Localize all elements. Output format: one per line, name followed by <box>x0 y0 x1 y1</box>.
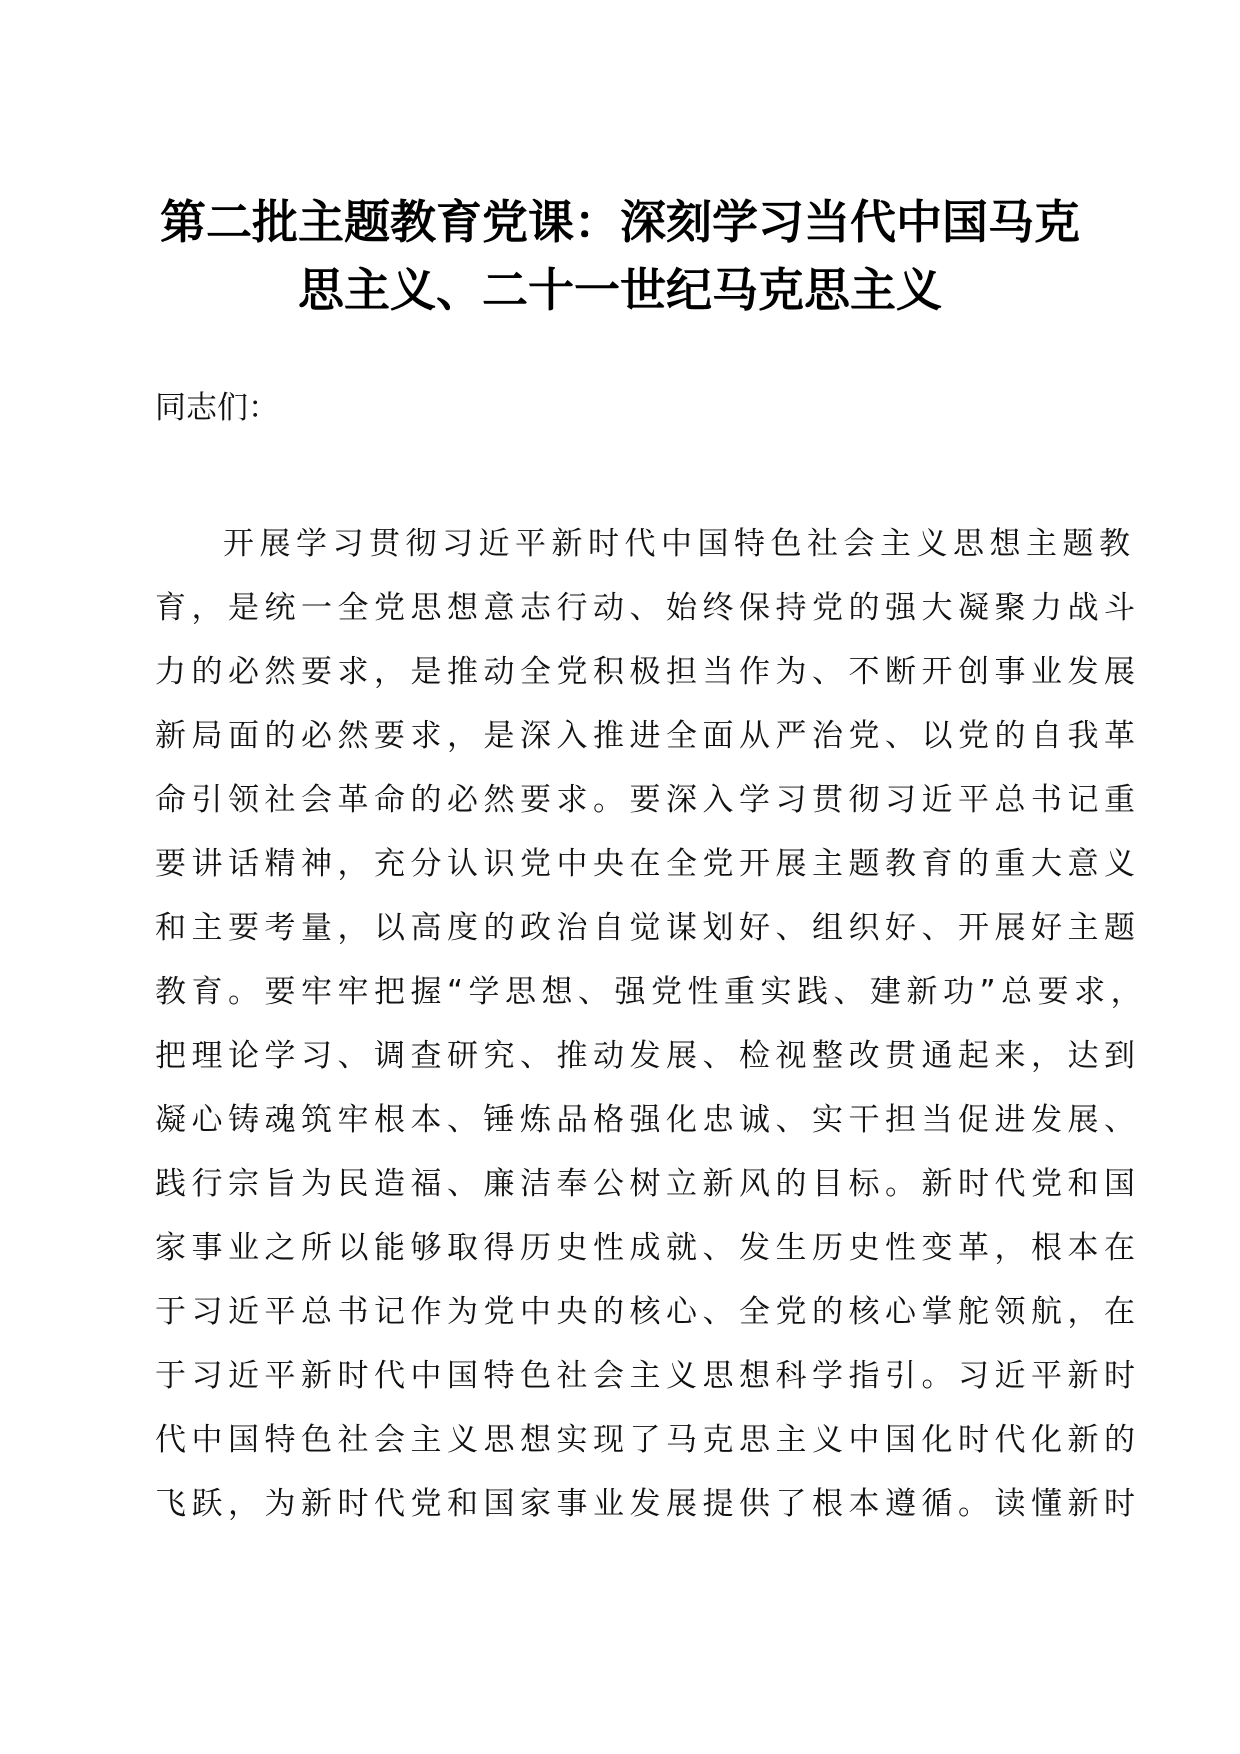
body-line: 于习近平新时代中国特色社会主义思想科学指引。习近平新时 <box>155 1358 1141 1394</box>
body-line: 践行宗旨为民造福、廉洁奉公树立新风的目标。新时代党和国 <box>155 1166 1141 1202</box>
body-line: 要讲话精神，充分认识党中央在全党开展主题教育的重大意义 <box>155 846 1141 882</box>
body-line: 家事业之所以能够取得历史性成就、发生历史性变革，根本在 <box>155 1230 1141 1266</box>
body-line: 代中国特色社会主义思想实现了马克思主义中国化时代化新的 <box>155 1422 1141 1458</box>
body-line: 育，是统一全党思想意志行动、始终保持党的强大凝聚力战斗 <box>155 590 1141 626</box>
document-title <box>150 188 1090 324</box>
title-line: 第二批主题教育党课：深刻学习当代中国马克 <box>160 195 1080 249</box>
body-line: 教育。要牢牢把握“学思想、强党性重实践、建新功”总要求， <box>155 974 1148 1010</box>
body-line: 开展学习贯彻习近平新时代中国特色社会主义思想主题教 <box>223 526 1136 562</box>
body-paragraph <box>155 512 1148 1536</box>
body-line: 和主要考量，以高度的政治自觉谋划好、组织好、开展好主题 <box>155 910 1141 946</box>
body-line: 命引领社会革命的必然要求。要深入学习贯彻习近平总书记重 <box>155 782 1141 818</box>
body-line: 把理论学习、调查研究、推动发展、检视整改贯通起来，达到 <box>155 1038 1141 1074</box>
salutation: 同志们： <box>155 390 279 426</box>
body-line: 凝心铸魂筑牢根本、锤炼品格强化忠诚、实干担当促进发展、 <box>155 1102 1141 1138</box>
title-line: 思主义、二十一世纪马克思主义 <box>298 263 942 317</box>
body-line: 力的必然要求，是推动全党积极担当作为、不断开创事业发展 <box>155 654 1141 690</box>
body-line: 飞跃，为新时代党和国家事业发展提供了根本遵循。读懂新时 <box>155 1486 1141 1522</box>
body-line: 新局面的必然要求，是深入推进全面从严治党、以党的自我革 <box>155 718 1141 754</box>
body-line: 于习近平总书记作为党中央的核心、全党的核心掌舵领航，在 <box>155 1294 1141 1330</box>
